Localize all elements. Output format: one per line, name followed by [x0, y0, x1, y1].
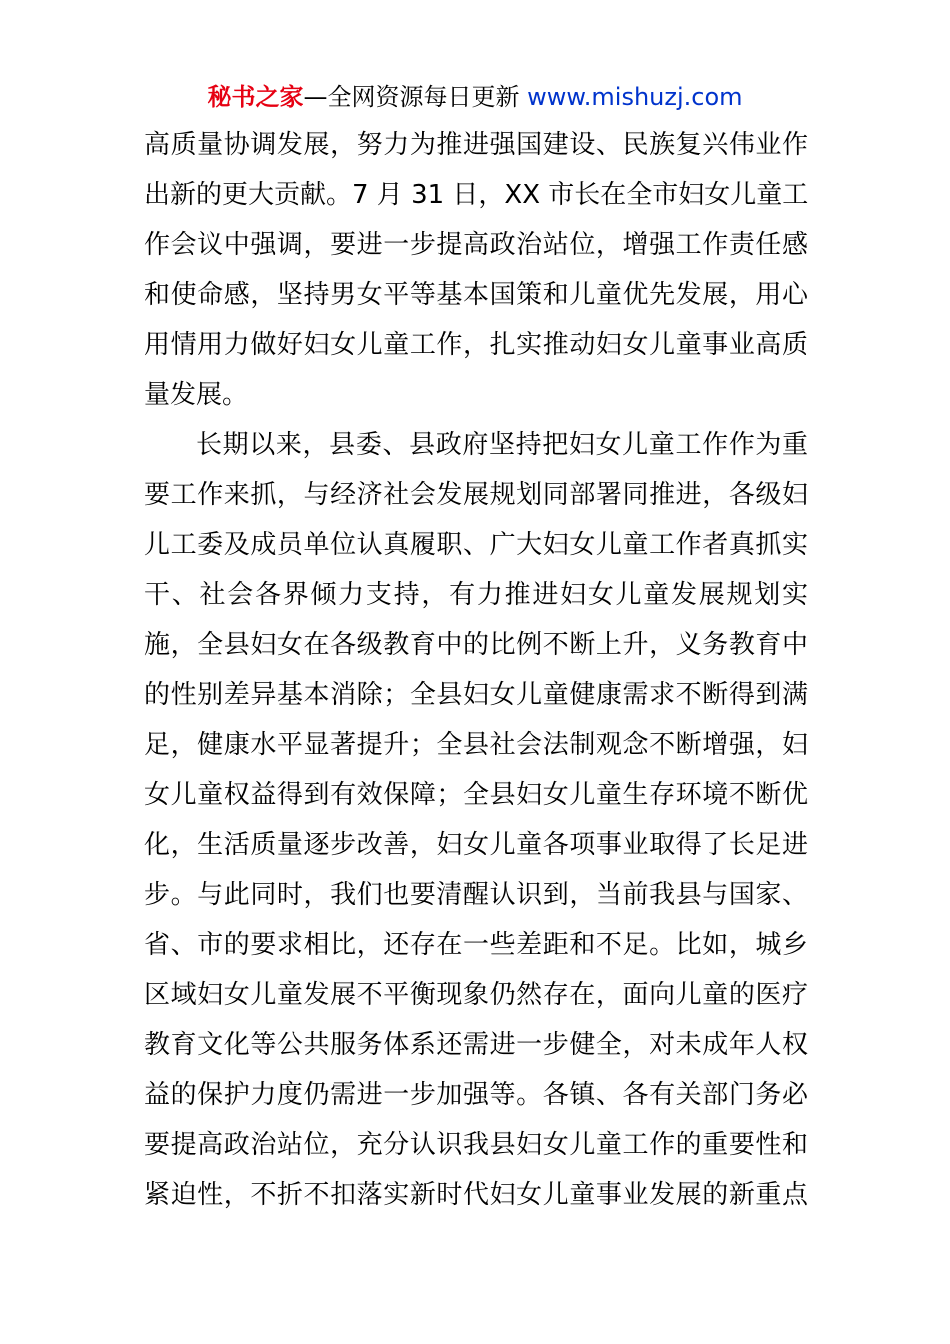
text-line: 长期以来，县委、县政府坚持把妇女儿童工作作为重 — [196, 430, 808, 460]
text-line: 量发展。 — [144, 380, 249, 410]
page-header — [0, 80, 950, 114]
document-body — [144, 120, 808, 1220]
text-line: 女儿童权益得到有效保障；全县妇女儿童生存环境不断优 — [144, 780, 808, 810]
text-line: 区域妇女儿童发展不平衡现象仍然存在，面向儿童的医疗 — [144, 980, 808, 1010]
text-line: 要提高政治站位，充分认识我县妇女儿童工作的重要性和 — [144, 1130, 808, 1160]
website-link[interactable]: www.mishuzj.com — [527, 83, 743, 111]
text-line: 儿工委及成员单位认真履职、广大妇女儿童工作者真抓实 — [144, 530, 808, 560]
text-line: 作会议中强调，要进一步提高政治站位，增强工作责任感 — [144, 230, 808, 260]
text-line: 干、社会各界倾力支持，有力推进妇女儿童发展规划实 — [144, 580, 808, 610]
text-line: 步。与此同时，我们也要清醒认识到，当前我县与国家、 — [144, 880, 808, 910]
text-line: 要工作来抓，与经济社会发展规划同部署同推进，各级妇 — [144, 480, 808, 510]
text-line: 出新的更大贡献。7 月 31 日，XX 市长在全市妇女儿童工 — [144, 180, 809, 210]
text-line: 用情用力做好妇女儿童工作，扎实推动妇女儿童事业高质 — [144, 330, 808, 360]
text-line: 省、市的要求相比，还存在一些差距和不足。比如，城乡 — [144, 930, 808, 960]
text-line: 足，健康水平显著提升；全县社会法制观念不断增强，妇 — [144, 730, 808, 760]
text-line: 化，生活质量逐步改善，妇女儿童各项事业取得了长足进 — [144, 830, 808, 860]
text-line: 高质量协调发展，努力为推进强国建设、民族复兴伟业作 — [144, 130, 808, 160]
text-line: 的性别差异基本消除；全县妇女儿童健康需求不断得到满 — [144, 680, 808, 710]
text-line: 和使命感，坚持男女平等基本国策和儿童优先发展，用心 — [144, 280, 808, 310]
brand-name: 秘书之家 — [207, 83, 304, 111]
text-line: 施，全县妇女在各级教育中的比例不断上升，义务教育中 — [144, 630, 808, 660]
text-line: 教育文化等公共服务体系还需进一步健全，对未成年人权 — [144, 1030, 808, 1060]
header-tagline: —全网资源每日更新 — [303, 83, 528, 111]
text-line: 益的保护力度仍需进一步加强等。各镇、各有关部门务必 — [144, 1080, 808, 1110]
text-line: 紧迫性，不折不扣落实新时代妇女儿童事业发展的新重点 — [144, 1180, 808, 1210]
